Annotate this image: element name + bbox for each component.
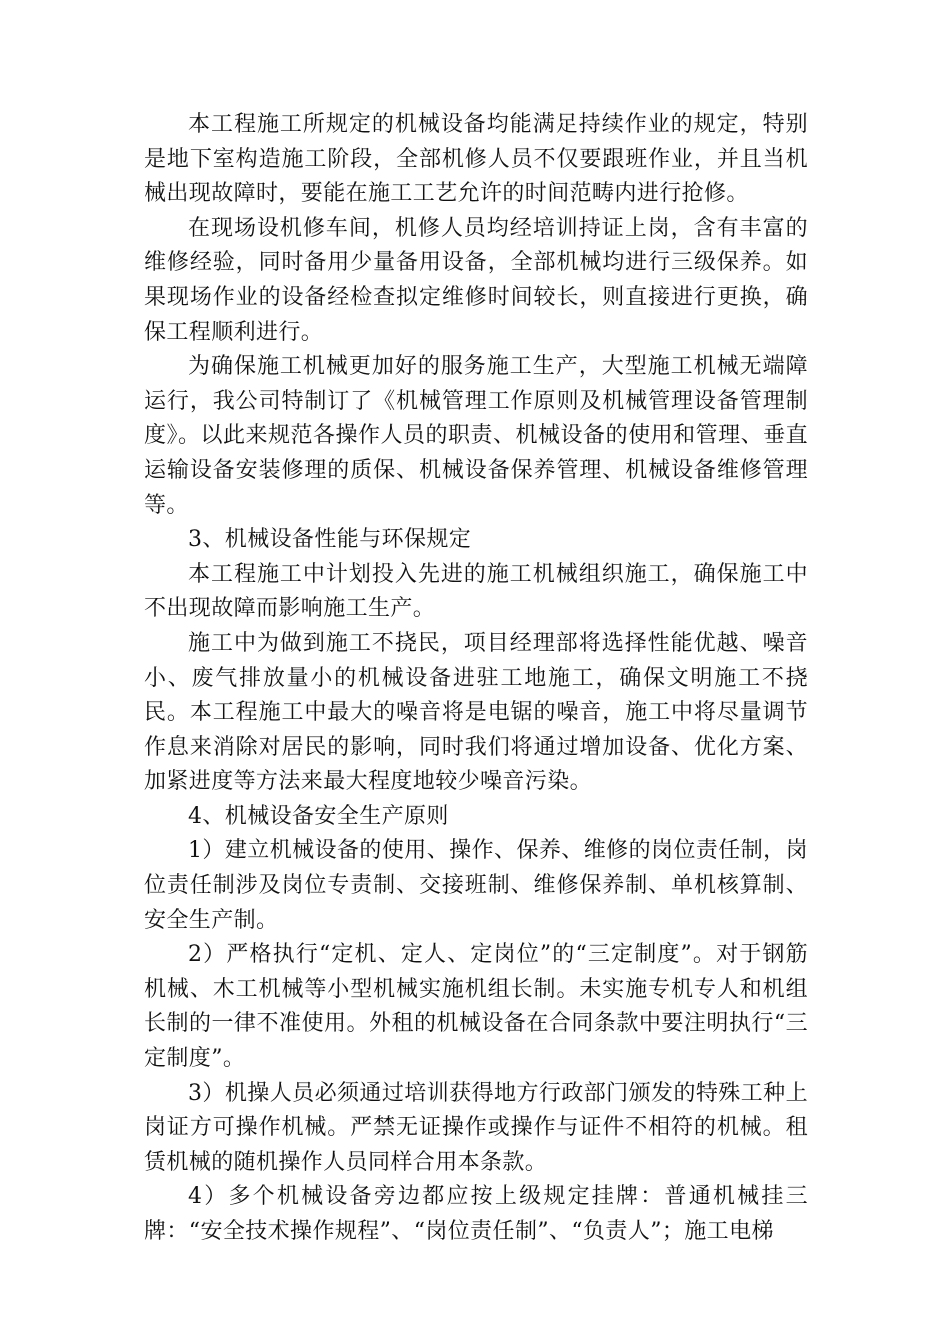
section-heading-performance-environment: 3、机械设备性能与环保规定	[188, 527, 472, 553]
document-page	[144, 108, 808, 1250]
paragraph-repair-workshop: 在现场设机修车间，机修人员均经培训持证上岗，含有丰富的维修经验，同时备用少量备用设备，全部机械均进行三级保养。如果现场作业的设备经检查拟定维修时间较长，则直接进行更换，确保工程顺利进行。	[144, 215, 808, 345]
paragraph-management-system: 为确保施工机械更加好的服务施工生产，大型施工机械无端障运行，我公司特制订了《机械管理工作原则及机械管理设备管理制度》。以此来规范各操作人员的职责、机械设备的使用和管理、垂直运输设备安装修理的质保、机械设备保养管理、机械设备维修管理等。	[144, 354, 808, 518]
paragraph-advanced-machinery: 本工程施工中计划投入先进的施工机械组织施工，确保施工中不出现故障而影响施工生产。	[144, 561, 808, 622]
list-item-three-fixed-system: 2）严格执行“定机、定人、定岗位”的“三定制度”。对于钢筋机械、木工机械等小型机械实施机组长制。未实施专机专人和机组长制的一律不准使用。外租的机械设备在合同条款中要注明执行“三定制度”。	[144, 942, 808, 1072]
section-heading-safety-principles: 4、机械设备安全生产原则	[188, 803, 449, 829]
paragraph-noise-control: 施工中为做到施工不挠民，项目经理部将选择性能优越、噪音小、废气排放量小的机械设备进驻工地施工，确保文明施工不挠民。本工程施工中最大的噪音将是电锯的噪音，施工中将尽量调节作息来消除对居民的影响，同时我们将通过增加设备、优化方案、加紧进度等方法来最大程度地较少噪音污染。	[144, 630, 808, 795]
list-item-operator-certification: 3）机操人员必须通过培训获得地方行政部门颁发的特殊工种上岗证方可操作机械。严禁无证操作或操作与证件不相符的机械。租赁机械的随机操作人员同样合用本条款。	[144, 1080, 808, 1175]
paragraph-maintenance-requirement: 本工程施工所规定的机械设备均能满足持续作业的规定，特别是地下室构造施工阶段，全部机修人员不仅要跟班作业，并且当机械出现故障时，要能在施工工艺允许的时间范畴内进行抢修。	[144, 112, 808, 207]
list-item-responsibility-system: 1）建立机械设备的使用、操作、保养、维修的岗位责任制，岗位责任制涉及岗位专责制、交接班制、维修保养制、单机核算制、安全生产制。	[144, 838, 808, 933]
list-item-signage-rules: 4）多个机械设备旁边都应按上级规定挂牌：普通机械挂三牌：“安全技术操作规程”、“岗位责任制”、“负责人”；施工电梯	[144, 1184, 808, 1244]
